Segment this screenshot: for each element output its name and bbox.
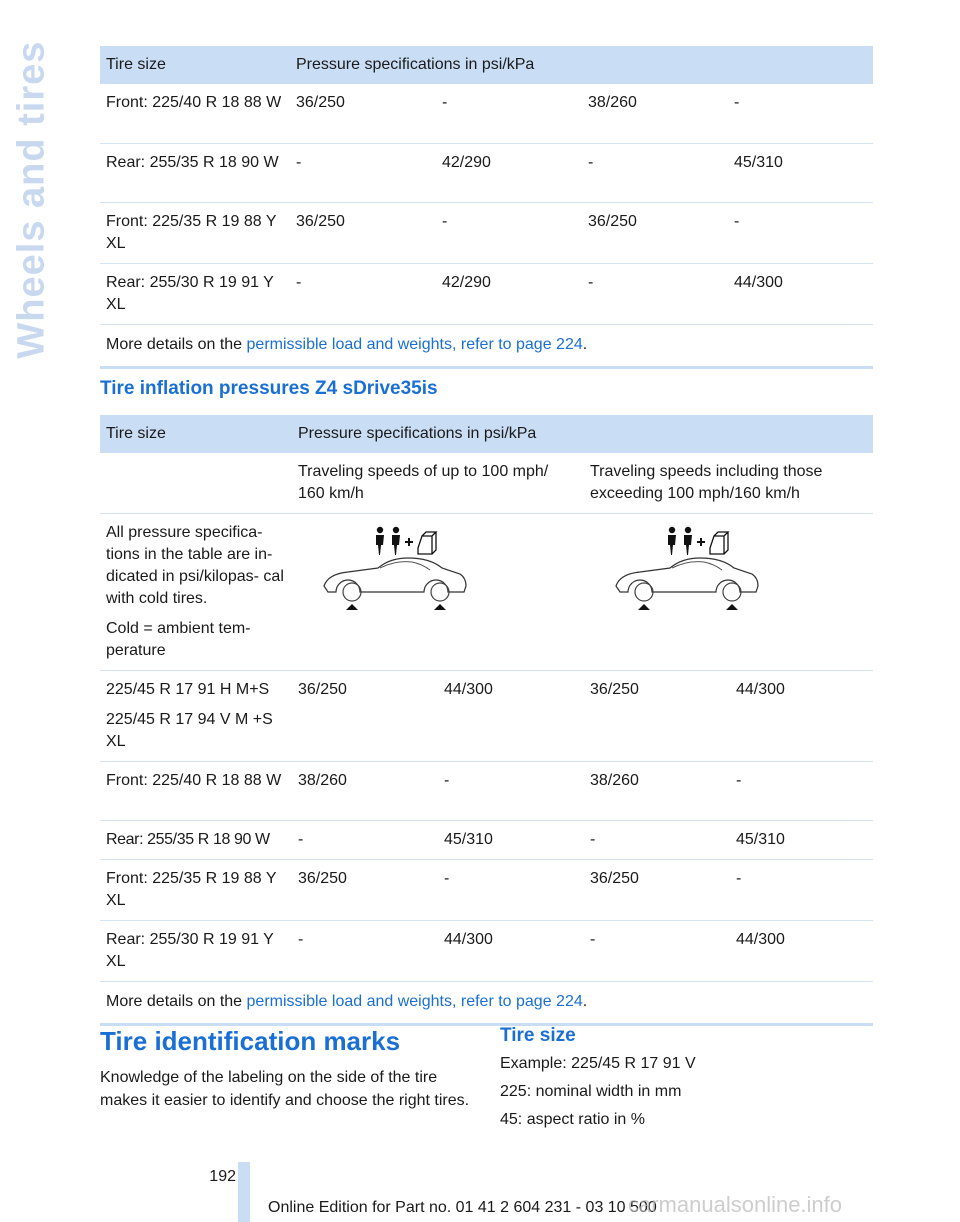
- pressure-cell: 36/250: [290, 84, 436, 143]
- pressure-cell: 42/290: [436, 143, 582, 202]
- chapter-side-title-text: Wheels and tires: [10, 41, 53, 359]
- pressure-cell: -: [728, 84, 873, 143]
- identification-intro: Knowledge of the labeling on the side of the tire makes it easier to identify and choose the right tires.: [100, 1069, 470, 1109]
- load-icon-row: [100, 514, 873, 671]
- header-tire-size: Tire size: [100, 415, 292, 453]
- pressure-cell: 38/260: [584, 762, 730, 821]
- pressure-cell: -: [438, 860, 584, 921]
- pressure-cell: 38/260: [582, 84, 728, 143]
- speed-label-row: [100, 453, 873, 514]
- table-footer-row: [100, 982, 873, 1025]
- pressure-cell: 44/300: [730, 921, 873, 982]
- table-row: [100, 921, 873, 982]
- tire-size-example: Example: 225/45 R 17 91 V: [500, 1055, 696, 1072]
- table-row: [100, 143, 873, 202]
- pressure-cell: 36/250: [292, 671, 438, 762]
- table-row: [100, 860, 873, 921]
- pressure-cell: -: [582, 263, 728, 324]
- note-line: All pressure specifica- tions in the table are in- dicated in psi/kilopas- cal with cold tires.: [106, 524, 284, 607]
- pressure-cell: -: [290, 143, 436, 202]
- table-row: [100, 84, 873, 143]
- tire-size-list: [500, 1052, 696, 1136]
- permissible-load-link[interactable]: permissible load and weights, refer to page 224: [246, 335, 583, 353]
- pressure-cell: 36/250: [584, 671, 730, 762]
- pressure-cell: -: [290, 263, 436, 324]
- table-row: [100, 263, 873, 324]
- section-title-identification: Tire identification marks: [100, 1026, 401, 1056]
- note-line: Cold = ambient tem- perature: [106, 620, 251, 659]
- pressure-cell: 44/300: [728, 263, 873, 324]
- pressure-cell: -: [436, 202, 582, 263]
- header-pressure: Pressure specifications in psi/kPa: [290, 46, 873, 84]
- edition-footer: Online Edition for Part no. 01 41 2 604 231 - 03 10 500: [268, 1199, 657, 1216]
- table-footer-note: [100, 982, 873, 1025]
- pressure-cell: -: [730, 762, 873, 821]
- tire-size-line: 225/45 R 17 91 H M+S: [106, 681, 270, 698]
- two-persons-plus-luggage-car-icon: [600, 524, 780, 624]
- pressure-cell: -: [436, 84, 582, 143]
- chapter-side-title: [2, 40, 62, 360]
- section-title-tire-size: Tire size: [500, 1025, 576, 1046]
- pressure-cell: 42/290: [436, 263, 582, 324]
- header-pressure: Pressure specifications in psi/kPa: [292, 415, 873, 453]
- table-footer-note: [100, 324, 873, 367]
- pressure-table-1: [100, 46, 873, 369]
- pressure-cell: -: [292, 921, 438, 982]
- tire-size-aspect: 45: aspect ratio in %: [500, 1111, 645, 1128]
- tire-size-cell: [100, 671, 292, 762]
- footer-bar: [238, 1162, 250, 1222]
- tire-size-line: 225/45 R 17 94 V M +S XL: [106, 711, 273, 750]
- pressure-cell: -: [438, 762, 584, 821]
- footer-prefix: More details on the: [106, 335, 247, 353]
- pressure-cell: 36/250: [292, 860, 438, 921]
- pressure-cell: -: [728, 202, 873, 263]
- pressure-cell: -: [292, 821, 438, 860]
- footer-suffix: .: [582, 993, 588, 1010]
- pressure-cell: 36/250: [290, 202, 436, 263]
- empty-cell: [100, 453, 292, 514]
- table-row: [100, 762, 873, 821]
- tire-size-cell: Front: 225/35 R 19 88 Y XL: [100, 860, 292, 921]
- pressure-cell: -: [730, 860, 873, 921]
- table-footer-row: [100, 324, 873, 367]
- table-row: [100, 202, 873, 263]
- pressure-cell: 44/300: [438, 671, 584, 762]
- tire-size-cell: Front: 225/35 R 19 88 Y XL: [100, 202, 290, 263]
- tire-size-cell: Front: 225/40 R 18 88 W: [100, 762, 292, 821]
- speed-label-high: Traveling speeds including those exceeding 100 mph/160 km/h: [584, 453, 873, 514]
- pressure-cell: 36/250: [584, 860, 730, 921]
- pressure-cell: 44/300: [730, 671, 873, 762]
- pressure-cell: 36/250: [582, 202, 728, 263]
- pressure-cell: -: [584, 821, 730, 860]
- pressure-cell: 45/310: [438, 821, 584, 860]
- section-title-sdrive35is: Tire inflation pressures Z4 sDrive35is: [100, 378, 438, 399]
- footer-prefix: More details on the: [106, 993, 247, 1010]
- load-icon-cell-high: [584, 514, 873, 671]
- header-tire-size: Tire size: [100, 46, 290, 84]
- table-row: [100, 671, 873, 762]
- cold-tire-note: [100, 514, 292, 671]
- tire-size-cell: Rear: 255/30 R 19 91 Y XL: [100, 263, 290, 324]
- tire-size-cell: Rear: 255/35 R 18 90 W: [100, 143, 290, 202]
- table-header-row: [100, 415, 873, 453]
- pressure-cell: -: [584, 921, 730, 982]
- pressure-cell: 38/260: [292, 762, 438, 821]
- tire-size-cell: Front: 225/40 R 18 88 W: [100, 84, 290, 143]
- pressure-cell: -: [582, 143, 728, 202]
- pressure-cell: 45/310: [728, 143, 873, 202]
- page-number: 192: [209, 1168, 236, 1185]
- table-row: [100, 821, 873, 860]
- tire-size-width: 225: nominal width in mm: [500, 1083, 682, 1100]
- pressure-cell: 44/300: [438, 921, 584, 982]
- watermark: carmanualsonline.info: [628, 1192, 843, 1217]
- tire-size-cell: Rear: 255/30 R 19 91 Y XL: [100, 921, 292, 982]
- footer-suffix: .: [582, 335, 588, 353]
- two-persons-plus-luggage-car-icon: [308, 524, 488, 624]
- pressure-table-2: [100, 415, 873, 1026]
- permissible-load-link[interactable]: permissible load and weights, refer to page 224: [246, 993, 583, 1010]
- pressure-cell: 45/310: [730, 821, 873, 860]
- table-header-row: [100, 46, 873, 84]
- speed-label-low: Traveling speeds of up to 100 mph/ 160 km/h: [292, 453, 584, 514]
- load-icon-cell-low: [292, 514, 584, 671]
- tire-size-cell: Rear: 255/35 R 18 90 W: [100, 821, 292, 860]
